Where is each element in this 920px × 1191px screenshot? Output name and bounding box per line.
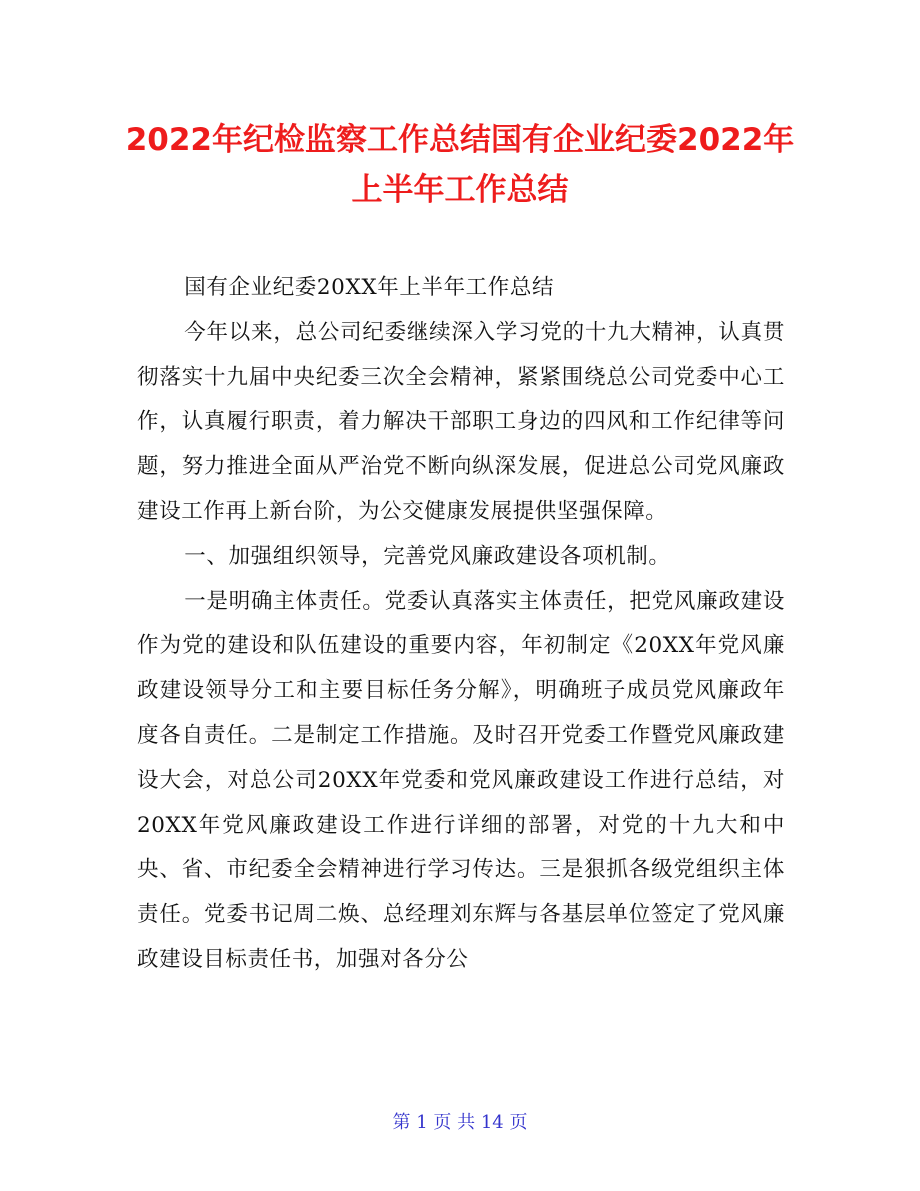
- document-title: 2022年纪检监察工作总结国有企业纪委2022年上半年工作总结: [125, 122, 795, 208]
- paragraph-subtitle: 国有企业纪委20XX年上半年工作总结: [184, 275, 555, 300]
- paragraph-intro: 今年以来，总公司纪委继续深入学习党的十九大精神，认真贯彻落实十九届中央纪委三次全会精神，紧紧围绕总公司党委中心工作，认真履行职责，着力解决干部职工身边的四风和工作纪律等问题，努力推进全面从严治党不断向纵深发展，促进总公司党风廉政建设工作再上新台阶，为公交健康发展提供坚强保障。: [137, 319, 785, 524]
- paragraph-section-heading: 一、加强组织领导，完善党风廉政建设各项机制。: [184, 543, 671, 569]
- document-body: [137, 266, 785, 983]
- page-number-footer: 第 1 页 共 14 页: [392, 1112, 528, 1133]
- paragraph-section-body: 一是明确主体责任。党委认真落实主体责任，把党风廉政建设作为党的建设和队伍建设的重要内容，年初制定《20XX年党风廉政建设领导分工和主要目标任务分解》，明确班子成员党风廉政年度各自责任。二是制定工作措施。及时召开党委工作暨党风廉政建设大会，对总公司20XX年党委和党风廉政建设工作进行总结，对20XX年党风廉政建设工作进行详细的部署，对党的十九大和中央、省、市纪委全会精神进行学习传达。三是狠抓各级党组织主体责任。党委书记周二焕、总经理刘东辉与各基层单位签定了党风廉政建设目标责任书，加强对各分公: [137, 588, 785, 972]
